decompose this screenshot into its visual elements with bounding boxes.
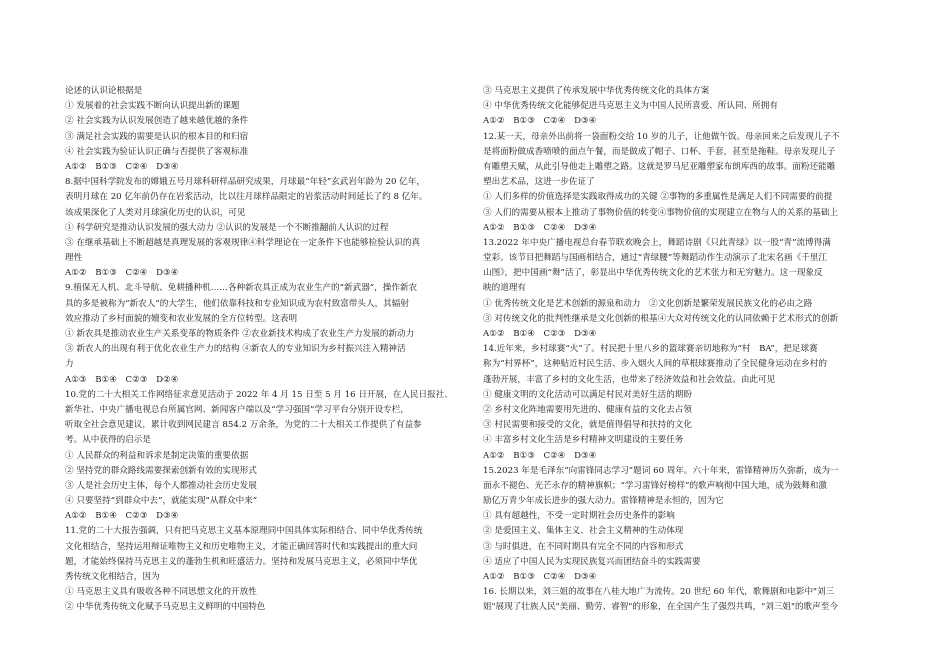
- text-line: 理性: [65, 253, 83, 264]
- text-line: ③ 人是社会历史主体，每个人都推动社会历史发展: [65, 480, 257, 491]
- text-line: A①② B①③ C②④ D③④: [65, 161, 179, 172]
- text-line: 8.据中国科学院发布的嫦娥五号月球科研样品研究成果，月球最“年轻”玄武岩年龄为 20 亿年，: [65, 177, 425, 188]
- text-line: ③ 满足社会实践的需要是认识的根本目的和归宿: [65, 131, 249, 142]
- text-line: 力: [65, 359, 74, 370]
- text-line: 题，才能始终保持马克思主义的蓬勃生机和旺盛活力。坚持和发展马克思主义，必须同中华优: [65, 556, 418, 567]
- text-line: ③ 人们的需要从根本上推动了事物价值的转变④事物价值的实现建立在物与人的关系的基础上: [483, 207, 839, 218]
- text-line: A①② B①③ C②④ D③④: [65, 268, 179, 279]
- text-line: A①② B①④ C②③ D③④: [483, 329, 597, 339]
- text-line: 秀传统文化相结合，因为: [65, 572, 160, 582]
- left-column: [65, 84, 475, 616]
- text-line: 14.近年来，乡村球赛“火”了。村民把十里八乡的篮球赛亲切地称为“村 BA”，把足球赛: [483, 344, 818, 355]
- text-line: A①② B①③ C②④ D③④: [483, 116, 597, 127]
- text-line: 蓬勃开展，丰富了乡村的文化生活，也带来了经济效益和社会效益。由此可见: [483, 374, 776, 385]
- text-line: ② 是爱国主义、集体主义、社会主义精神的生动体现: [483, 526, 684, 537]
- text-line: ② 中华优秀传统文化赋予马克思主义鲜明的中国特色: [65, 602, 266, 613]
- text-line: ④ 适应了中国人民为实现民族复兴而团结奋斗的实践需要: [483, 556, 701, 567]
- text-line: ④ 丰富乡村文化生活是乡村精神文明建设的主要任务: [483, 435, 684, 446]
- text-line: ① 新农具是推动农业生产关系变革的物质条件 ②农业新技术构成了农业生产力发展的新动力: [65, 329, 415, 339]
- text-line: ④ 中华优秀传统文化能够促进马克思主义为中国人民所喜爱、所认同、所拥有: [483, 101, 778, 112]
- text-line: ① 人民群众的利益和诉求是制定决策的重要依据: [65, 450, 249, 461]
- text-line: 面永不褪色、光芒永存的精神旗帜；“学习雷锋好榜样”的歌声响彻中国大地，成为鼓舞和激: [483, 480, 827, 491]
- text-line: ③ 马克思主义提供了传承发展中华优秀传统文化的具体方案: [483, 86, 710, 96]
- text-line: 13.2022 年中央广播电视总台春节联欢晚会上，舞蹈诗剧《只此青绿》以一股“青”流博得满: [483, 237, 831, 248]
- text-line: ② 乡村文化阵地需要用先进的、健康有益的文化去占领: [483, 404, 692, 415]
- text-line: ③ 在继承基础上不断超越是真理发展的客观规律④科学理论在一定条件下也能够检验认识的真: [65, 237, 421, 248]
- text-line: 塑出艺术品，这进一步佐证了: [483, 177, 595, 188]
- text-line: 新华社、中央广播电视总台所属官网、新闻客户端以及“学习强国”学习平台分别开设专栏，: [65, 404, 409, 415]
- text-line: ① 健康文明的文化活动可以满足村民对美好生活的期盼: [483, 389, 692, 400]
- text-line: ③ 对传统文化的批判性继承是文化创新的根基④大众对传统文化的认同依赖于艺术形式的创新: [483, 313, 839, 324]
- text-line: 姐"展现了壮族人民"美丽、勤劳、睿智"的形象，在全国产生了强烈共鸣，"刘三姐"的歌声至今: [483, 602, 838, 613]
- text-line: 文化相结合，坚持运用辩证唯物主义和历史唯物主义，才能正确回答时代和实践提出的重大问: [65, 541, 418, 552]
- text-line: 10.党的二十大相关工作网络征求意见活动于 2022 年 4 月 15 日至 5 月 16 日开展，在人民日报社、: [65, 389, 453, 400]
- text-line: 16. 长期以来，刘三姐的故事在八桂大地广为流传。20 世纪 60 年代，歌舞剧和电影中"刘三: [483, 587, 835, 598]
- text-line: ① 科学研究是推动认识发展的强大动力 ②认识的发展是一个不断推翻前人认识的过程: [65, 222, 389, 233]
- text-line: ① 马克思主义具有吸收各种不同思想文化的开放性: [65, 587, 257, 598]
- text-line: ③ 新农人的出现有利于优化农业生产力的结构 ④新农人的专业知识为乡村振兴注入精神活: [65, 344, 406, 355]
- text-line: A①② B①④ C②③ D③④: [65, 511, 179, 522]
- text-line: A①② B①③ C②④ D③④: [483, 222, 597, 233]
- text-line: 11.党的二十大报告强调，只有把马克思主义基本原理同中国具体实际相结合、同中华优秀传统: [65, 526, 423, 537]
- text-line: ④ 只要坚持“到群众中去”，就能实现“从群众中来”: [65, 496, 258, 507]
- text-line: 效应推动了乡村面貌的嬗变和农业发展的全方位转型。这表明: [65, 313, 298, 324]
- text-line: ① 人们多样的价值选择是实践取得成功的关键 ②事物的多重属性是满足人们不同需要的前提: [483, 192, 833, 203]
- text-line: 考。从中获得的启示是: [65, 435, 151, 446]
- text-line: ① 具有超越性，不受一定时期社会历史条件的影响: [483, 511, 675, 522]
- text-line: 12.某一天，母亲外出前将一袋面粉交给 10 岁的儿子，让他做午饭。母亲回来之后发现儿子不: [483, 131, 840, 142]
- text-line: ② 坚持党的群众路线需要探索创新有效的实现形式: [65, 465, 257, 476]
- text-line: 有雕塑天赋，从此引导他走上雕塑之路。这就是罗马尼亚雕塑家布朗库西的故事。面粉还能雕: [483, 161, 836, 172]
- text-line: A①③ B①④ C②③ D②④: [65, 374, 179, 385]
- text-line: 称为“村界杯”，这种贴近村民生活、步入烟火人间的草根球赛推动了全民健身运动在乡村的: [483, 359, 827, 370]
- text-line: 堂彩。该节目把舞蹈与国画相结合，通过“青绿腰”等舞蹈动作生动演示了北宋名画《千里江: [483, 253, 827, 264]
- right-column: [483, 84, 888, 616]
- text-line: A①② B①③ C②④ D③④: [483, 450, 597, 461]
- text-line: 9.植保无人机、北斗导航、免耕播种机……各种新农具正成为农业生产的“新武器”，操作新农: [65, 283, 418, 294]
- text-line: ① 优秀传统文化是艺术创新的源泉和动力 ②文化创新是繁荣发展民族文化的必由之路: [483, 298, 813, 309]
- text-line: ② 社会实践为认识发展创造了越来越优越的条件: [65, 116, 249, 127]
- text-line: 该成果深化了人类对月球演化历史的认识，可见: [65, 207, 246, 218]
- text-line: 论述的认识论根据是: [65, 86, 143, 96]
- text-line: ③ 与时俱进，在不同时期具有完全不同的内容和形式: [483, 541, 684, 552]
- text-line: 励亿万青少年成长进步的强大动力。雷锋精神是永恒的，因为它: [483, 496, 724, 507]
- text-line: A①② B①③ C②④ D③④: [483, 572, 597, 582]
- text-line: 15.2023 年是毛泽东“向雷锋同志学习”题词 60 周年。六十年来，雷锋精神历久弥新，成为一: [483, 465, 839, 476]
- text-line: 是将面粉做成香喷喷的面点午餐，而是做成了帽子、口杯、手套，甚至是拖鞋。母亲发现儿子: [483, 146, 836, 157]
- text-line: 具的多是被称为“新农人”的大学生，他们依靠科技和专业知识成为农村致富带头人，其辐射: [65, 298, 409, 309]
- text-line: ③ 村民需要和接受的文化，就是值得倡导和扶持的文化: [483, 420, 692, 431]
- text-line: 表明月球在 20 亿年前仍存在岩浆活动，比以往月球样品限定的岩浆活动时间延长了约 8 亿年。: [65, 192, 428, 203]
- text-line: 映的道理有: [483, 283, 526, 294]
- text-line: ④ 社会实践为验证认识正确与否提供了客观标准: [65, 146, 249, 157]
- text-line: 听取全社会意见建议，累计收到网民建言 854.2 万余条，为党的二十大相关工作提供了有益参: [65, 420, 422, 431]
- text-line: 山图》，把中国画“舞”活了，彰显出中华优秀传统文化的艺术张力和无穷魅力。这一现象反: [483, 268, 823, 279]
- text-line: ① 发展着的社会实践不断向认识提出新的课题: [65, 101, 240, 112]
